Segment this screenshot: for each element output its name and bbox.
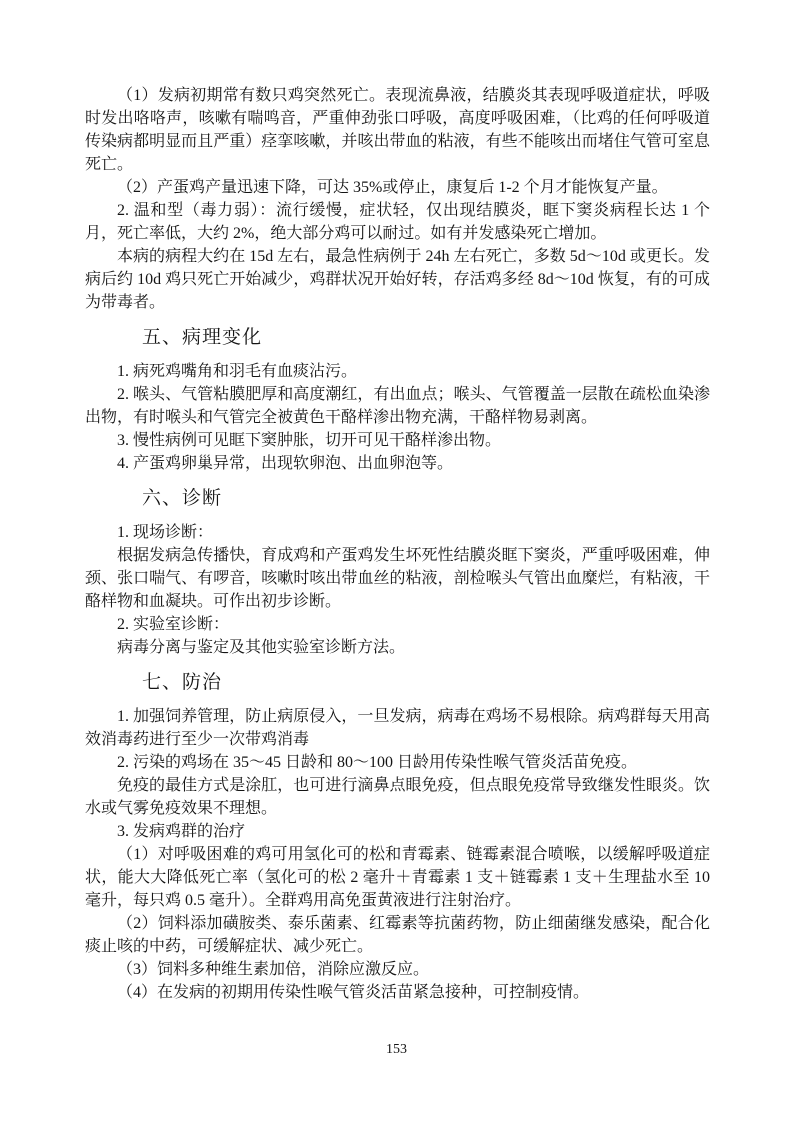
- section-heading: 五、病理变化: [142, 327, 263, 348]
- paragraph: （4）在发病的初期用传染性喉气管炎活苗紧急接种，可控制疫情。: [117, 984, 590, 1001]
- paragraph: （2）饲料添加磺胺类、泰乐菌素、红霉素等抗菌药物，防止细菌继发感染，配合化痰止咳的中药，可缓解症状、减少死亡。: [85, 915, 710, 955]
- paragraph: （1）对呼吸困难的鸡可用氢化可的松和青霉素、链霉素混合喷喉，以缓解呼吸道症状，能大大降低死亡率（氢化可的松 2 毫升＋青霉素 1 支＋链霉素 1 支＋生理盐水至 10 毫升，每只鸡 0.5 毫升）。全群鸡用高免蛋黄液进行注射治疗。: [85, 846, 710, 909]
- paragraph: 2. 实验室诊断：: [117, 616, 230, 633]
- paragraph: （3）饲料多种维生素加倍，消除应激反应。: [117, 961, 430, 978]
- section-heading: 七、防治: [142, 672, 223, 693]
- paragraph: 4. 产蛋鸡卵巢异常，出现软卵泡、出血卵泡等。: [117, 455, 454, 472]
- paragraph: 1. 现场诊断：: [117, 524, 214, 541]
- paragraph: 3. 发病鸡群的治疗: [117, 823, 246, 840]
- paragraph: 3. 慢性病例可见眶下窦肿胀，切开可见干酪样渗出物。: [117, 432, 502, 449]
- paragraph: （2）产蛋鸡产量迅速下降，可达 35%或停止，康复后 1-2 个月才能恢复产量。: [117, 179, 668, 196]
- paragraph: 2. 污染的鸡场在 35～45 日龄和 80～100 日龄用传染性喉气管炎活苗免疫。: [117, 754, 638, 771]
- paragraph: 本病的病程大约在 15d 左右，最急性病例于 24h 左右死亡，多数 5d～10d 或更长。发病后约 10d 鸡只死亡开始减少，鸡群状况开始好转，存活鸡多经 8d～10d 恢复，有的可成为带毒者。: [85, 248, 710, 311]
- paragraph: 免疫的最佳方式是涂肛，也可进行滴鼻点眼免疫，但点眼免疫常导致继发性眼炎。饮水或气雾免疫效果不理想。: [85, 777, 710, 817]
- paragraph: 2. 温和型（毒力弱）：流行缓慢，症状轻，仅出现结膜炎，眶下窦炎病程长达 1 个月，死亡率低，大约 2%，绝大部分鸡可以耐过。如有并发感染死亡增加。: [85, 202, 710, 242]
- section-heading: 六、诊断: [142, 488, 223, 509]
- paragraph: 根据发病急传播快，育成鸡和产蛋鸡发生坏死性结膜炎眶下窦炎，严重呼吸困难，伸颈、张口喘气、有啰音，咳嗽时咳出带血丝的粘液，剖检喉头气管出血糜烂，有粘液，干酪样物和血凝块。可作出初步诊断。: [85, 547, 710, 610]
- page-number: 153: [386, 1042, 407, 1057]
- paragraph: 1. 病死鸡嘴角和羽毛有血痰沾污。: [117, 363, 358, 380]
- paragraph: 病毒分离与鉴定及其他实验室诊断方法。: [117, 639, 406, 656]
- paragraph: （1）发病初期常有数只鸡突然死亡。表现流鼻液，结膜炎其表现呼吸道症状，呼吸时发出咯咯声，咳嗽有喘鸣音，严重伸劲张口呼吸，高度呼吸困难，（比鸡的任何呼吸道传染病都明显而且严重）痉挛咳嗽，并咳出带血的粘液，有些不能咳出而堵住气管可室息死亡。: [85, 87, 710, 173]
- paragraph: 1. 加强饲养管理，防止病原侵入，一旦发病，病毒在鸡场不易根除。病鸡群每天用高效消毒药进行至少一次带鸡消毒: [85, 708, 710, 748]
- paragraph: 2. 喉头、气管粘膜肥厚和高度潮红，有出血点；喉头、气管覆盖一层散在疏松血染渗出物，有时喉头和气管完全被黄色干酪样渗出物充满，干酪样物易剥离。: [85, 386, 710, 426]
- document-body: [85, 84, 710, 1004]
